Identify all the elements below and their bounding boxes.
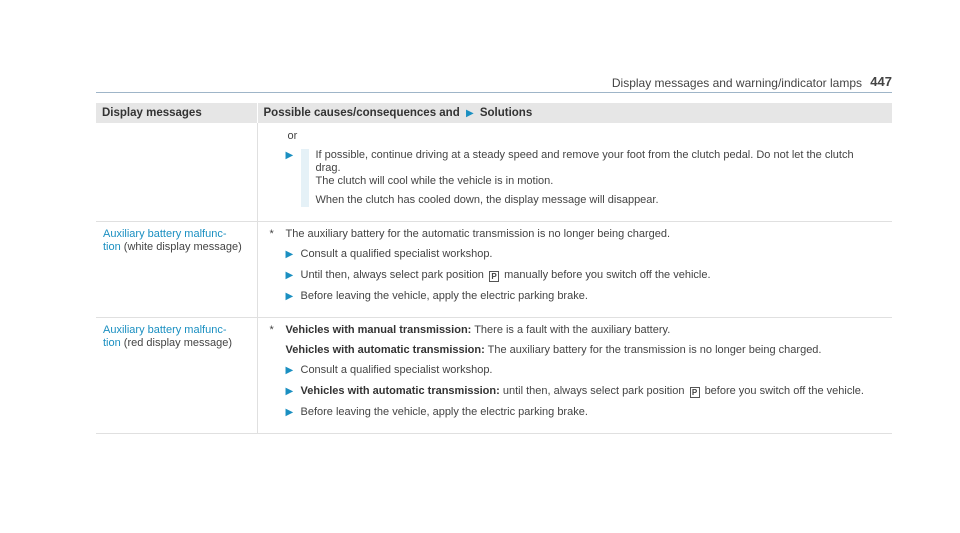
arrow-right-icon: ▶ bbox=[285, 291, 294, 302]
page-number: 447 bbox=[870, 74, 892, 89]
message-cell-empty bbox=[96, 123, 257, 222]
header-divider bbox=[96, 92, 892, 93]
solution-step-text: The clutch will cool while the vehicle is in motion. bbox=[315, 175, 554, 187]
solution-step-text bbox=[301, 269, 887, 282]
message-suffix: (white display message) bbox=[120, 241, 242, 253]
table-row bbox=[96, 222, 892, 318]
asterisk-marker: * bbox=[269, 228, 274, 240]
cause-line bbox=[264, 324, 887, 337]
solution-step-text: Before leaving the vehicle, apply the electric parking brake. bbox=[300, 406, 588, 418]
solution-step-text: drag. bbox=[315, 162, 341, 174]
solution-step bbox=[264, 248, 887, 261]
step-text-part: until then, always select park position bbox=[499, 385, 685, 397]
solution-cell bbox=[257, 222, 892, 318]
arrow-right-icon: ▶ bbox=[285, 150, 294, 161]
solution-step-block bbox=[301, 149, 887, 207]
column-header-solutions: Solutions bbox=[479, 107, 533, 119]
automatic-transmission-label: Vehicles with automatic transmission: bbox=[300, 385, 500, 397]
solution-step-text: If possible, continue driving at a steady speed and remove your foot from the clutch pedal. Do not let the clutch bbox=[315, 149, 854, 161]
park-position-icon: P bbox=[690, 387, 700, 398]
table-row bbox=[96, 318, 892, 434]
cause-text: The auxiliary battery for the automatic transmission is no longer being charged. bbox=[285, 228, 671, 240]
asterisk-marker: * bbox=[269, 324, 274, 336]
cause-text: There is a fault with the auxiliary battery. bbox=[471, 324, 671, 336]
automatic-transmission-label: Vehicles with automatic transmission: bbox=[285, 344, 485, 356]
message-link-cont[interactable]: tion bbox=[103, 241, 121, 253]
cause-line bbox=[264, 344, 887, 357]
step-text-part: manually before you switch off the vehicle. bbox=[504, 269, 711, 281]
solution-step-text bbox=[301, 385, 887, 398]
message-link[interactable]: Auxiliary battery malfunc- bbox=[103, 228, 227, 240]
manual-transmission-label: Vehicles with manual transmission: bbox=[285, 324, 472, 336]
arrow-right-icon: ▶ bbox=[285, 270, 294, 281]
solution-step bbox=[264, 406, 887, 419]
message-cell bbox=[96, 318, 257, 434]
column-header-display-messages: Display messages bbox=[96, 103, 257, 123]
solution-step-text: Consult a qualified specialist workshop. bbox=[300, 248, 493, 260]
solution-cell bbox=[257, 318, 892, 434]
solution-step bbox=[264, 149, 887, 207]
message-suffix: (red display message) bbox=[120, 337, 233, 349]
arrow-right-icon: ▶ bbox=[465, 108, 474, 119]
solution-step bbox=[264, 364, 887, 377]
solution-cell bbox=[257, 123, 892, 222]
arrow-right-icon: ▶ bbox=[285, 365, 294, 376]
solution-step bbox=[264, 385, 887, 398]
step-text-part: Until then, always select park position bbox=[300, 269, 484, 281]
message-link[interactable]: Auxiliary battery malfunc- bbox=[103, 324, 227, 336]
display-messages-table bbox=[96, 103, 892, 434]
cause-text: The auxiliary battery for the transmission is no longer being charged. bbox=[484, 344, 822, 356]
or-text: or bbox=[287, 130, 298, 142]
table-header-row bbox=[96, 103, 892, 123]
park-position-icon: P bbox=[489, 271, 499, 282]
step-text-part: before you switch off the vehicle. bbox=[704, 385, 864, 397]
table-row bbox=[96, 123, 892, 222]
solution-step bbox=[264, 269, 887, 282]
page-header bbox=[96, 72, 892, 92]
column-header-causes: Possible causes/consequences and bbox=[263, 107, 460, 119]
page-header-title: Display messages and warning/indicator lamps bbox=[611, 76, 862, 90]
solution-step-text: When the clutch has cooled down, the display message will disappear. bbox=[315, 194, 659, 206]
solution-step-text: Before leaving the vehicle, apply the electric parking brake. bbox=[300, 290, 588, 302]
arrow-right-icon: ▶ bbox=[285, 249, 294, 260]
column-header-causes-solutions bbox=[257, 103, 892, 123]
message-cell bbox=[96, 222, 257, 318]
message-link-cont[interactable]: tion bbox=[103, 337, 121, 349]
cause-line bbox=[264, 228, 887, 241]
solution-step bbox=[264, 290, 887, 303]
solution-step-text: Consult a qualified specialist workshop. bbox=[300, 364, 493, 376]
arrow-right-icon: ▶ bbox=[285, 386, 294, 397]
arrow-right-icon: ▶ bbox=[285, 407, 294, 418]
